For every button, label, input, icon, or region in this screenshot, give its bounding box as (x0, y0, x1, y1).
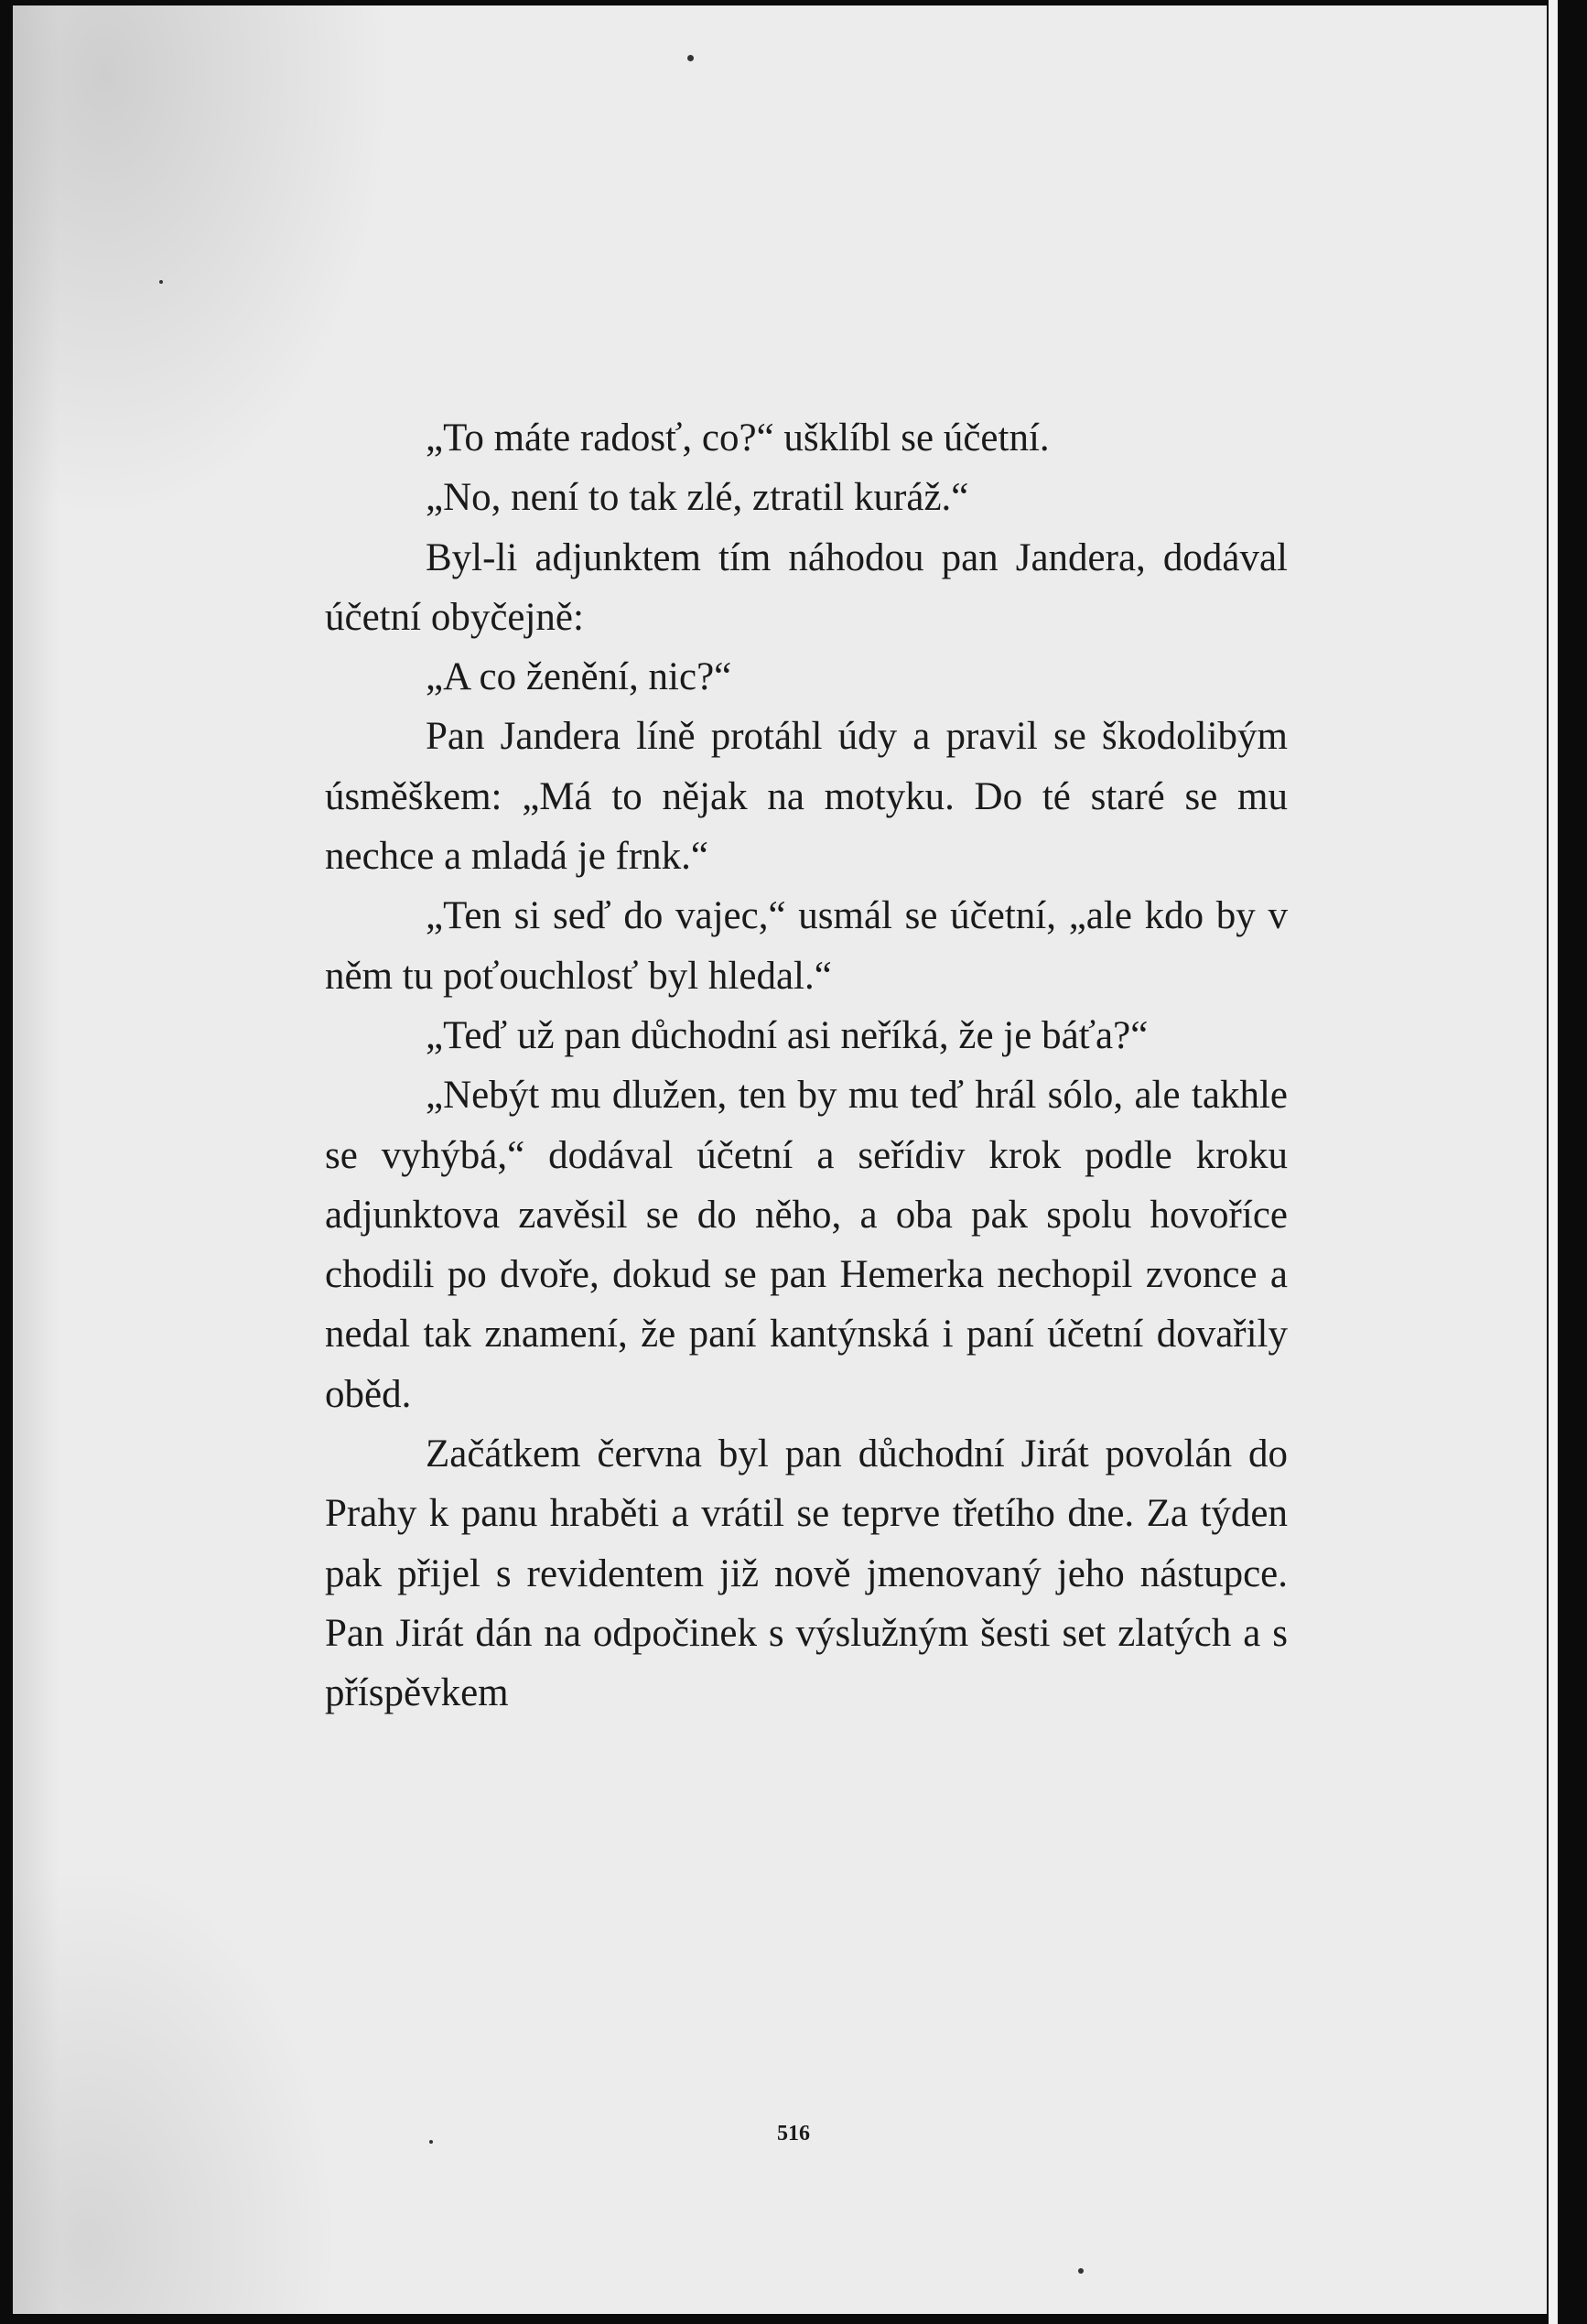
paragraph: „Teď už pan důchodní asi neříká, že je báťa?“ (426, 1013, 1149, 1057)
print-speck (1078, 2268, 1084, 2274)
paragraph: Začátkem června byl pan důchodní Jirát povolán do Prahy k panu hraběti a vrátil se teprve třetího dne. Za týden pak přijel s revidentem již nově jmenovaný jeho nástupce. Pan Jirát dán na odpočinek s výslužným šesti set zlatých a s příspěvkem (325, 1432, 1288, 1715)
page-number: 516 (777, 2122, 810, 2146)
paragraph: „To máte radosť, co?“ ušklíbl se účetní. (426, 416, 1050, 459)
print-speck (687, 55, 694, 61)
body-text (325, 408, 1288, 1724)
paragraph: Byl-li adjunktem tím náhodou pan Jandera, dodával účetní obyčejně: (325, 535, 1288, 639)
paragraph: „A co ženění, nic?“ (426, 655, 732, 699)
paragraph: „No, není to tak zlé, ztratil kuráž.“ (426, 476, 969, 520)
page-edge (1549, 0, 1558, 2324)
paragraph: „Nebýt mu dlužen, ten by mu teď hrál sólo, ale takhle se vyhýbá,“ dodával účetní a seřídiv krok podle kroku adjunktova zavěsil se do něho, a oba pak spolu hovoříce chodili po dvoře, dokud se pan Hemerka nechopil zvonce a nedal tak znamení, že paní kantýnská i paní účetní dovařily oběd. (325, 1074, 1288, 1416)
paragraph: „Ten si seď do vajec,“ usmál se účetní, „ale kdo by v něm tu poťouchlosť byl hledal.“ (325, 894, 1288, 998)
paragraph: Pan Jandera líně protáhl údy a pravil se škodolibým úsměškem: „Má to nějak na motyku. Do té staré se mu nechce a mladá je frnk.“ (325, 715, 1288, 879)
print-speck (159, 280, 163, 284)
